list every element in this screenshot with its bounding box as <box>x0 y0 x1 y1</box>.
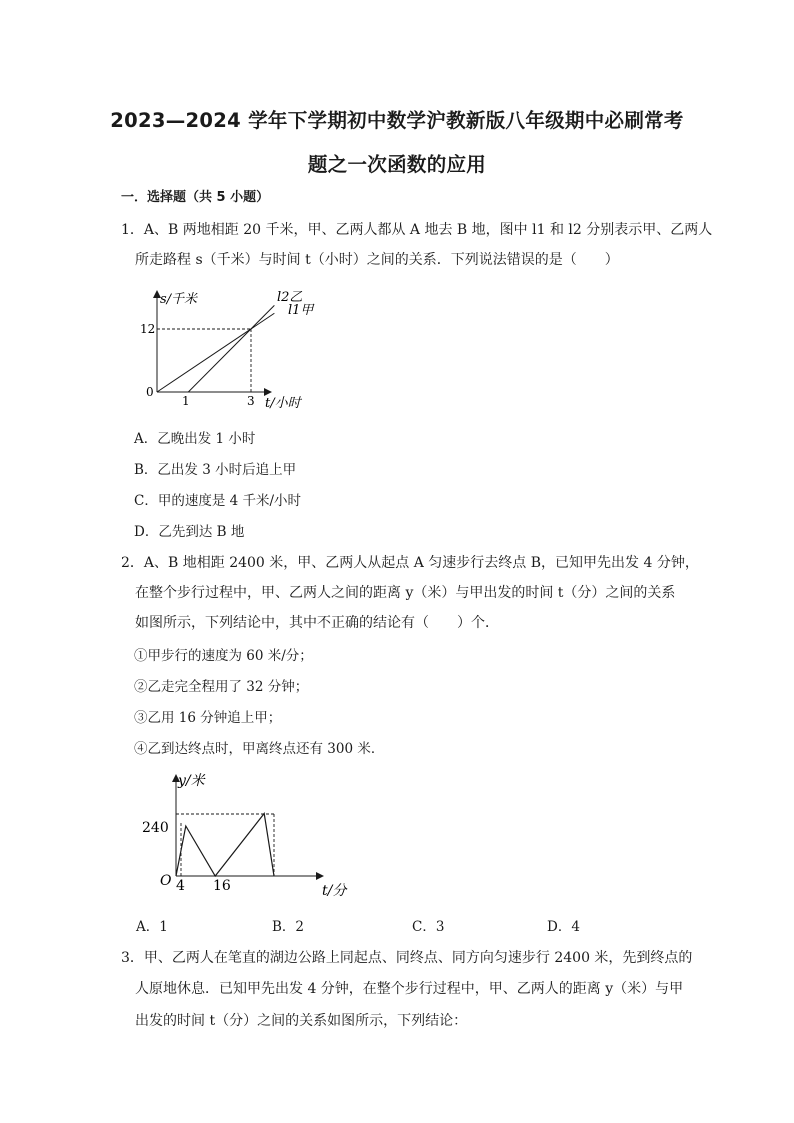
section-heading: 一．选择题（共 5 小题） <box>121 190 270 205</box>
q1-line-l2 <box>188 305 274 392</box>
q2-option-c[interactable]: C．3 <box>412 919 445 935</box>
q3-text-line1: 3．甲、乙两人在笔直的湖边公路上同起点、同终点、同方向匀速步行 2400 米，先到终点的 <box>121 950 693 966</box>
page-title-line2: 题之一次函数的应用 <box>307 153 487 176</box>
q1-l2-label: l2乙 <box>277 290 303 305</box>
q1-xlabel: t/小时 <box>265 396 301 411</box>
q1-ylabel: s/千米 <box>160 292 198 307</box>
q1-option-a[interactable]: A．乙晚出发 1 小时 <box>134 431 256 447</box>
q2-distance-line <box>176 814 274 877</box>
q2-xlabel: t/分 <box>322 883 347 899</box>
q2-figure <box>140 764 360 899</box>
q1-option-d[interactable]: D．乙先到达 B 地 <box>134 524 245 540</box>
q2-statement-2: ②乙走完全程用了 32 分钟； <box>134 679 309 695</box>
q2-origin: O <box>160 873 172 889</box>
q2-statement-3: ③乙用 16 分钟追上甲； <box>134 710 282 726</box>
q2-option-b[interactable]: B．2 <box>272 919 305 935</box>
q1-option-b[interactable]: B．乙出发 3 小时后追上甲 <box>134 462 297 478</box>
q2-x-tick-16: 16 <box>213 878 231 894</box>
q1-text-line1: 1．A、B 两地相距 20 千米，甲、乙两人都从 A 地去 B 地，图中 l1 和 l2 分别表示甲、乙两人 <box>121 222 713 238</box>
q1-text-line2: 所走路程 s（千米）与时间 t（小时）之间的关系．下列说法错误的是（ ） <box>135 252 619 268</box>
q2-x-tick-4: 4 <box>176 878 185 894</box>
q1-l1-label: l1甲 <box>288 303 314 318</box>
q2-statement-4: ④乙到达终点时，甲离终点还有 300 米． <box>134 741 385 757</box>
q1-option-c[interactable]: C．甲的速度是 4 千米/小时 <box>134 493 302 509</box>
q2-text-line1: 2．A、B 地相距 2400 米，甲、乙两人从起点 A 匀速步行去终点 B，已知甲先出发 4 分钟， <box>121 555 699 571</box>
q1-x-tick-1: 1 <box>182 394 190 408</box>
q1-y-tick: 12 <box>140 322 156 336</box>
q2-statement-1: ①甲步行的速度为 60 米/分； <box>134 648 313 664</box>
q1-x-tick-3: 3 <box>247 394 255 408</box>
q3-text-line3: 出发的时间 t（分）之间的关系如图所示，下列结论： <box>135 1013 468 1029</box>
q1-figure <box>140 280 340 412</box>
q3-text-line2: 人原地休息．已知甲先出发 4 分钟，在整个步行过程中，甲、乙两人的距离 y（米）与甲 <box>135 981 684 997</box>
q1-line-l1 <box>157 313 274 392</box>
q2-option-a[interactable]: A．1 <box>136 919 168 935</box>
q2-text-line2: 在整个步行过程中，甲、乙两人之间的距离 y（米）与甲出发的时间 t（分）之间的关系 <box>135 585 676 601</box>
q2-option-d[interactable]: D．4 <box>547 919 580 935</box>
q2-ylabel: y/米 <box>178 773 205 789</box>
q2-text-line3: 如图所示，下列结论中，其中不正确的结论有（ ）个． <box>135 615 499 631</box>
q2-y-tick: 240 <box>142 820 169 836</box>
q1-origin: 0 <box>146 385 154 399</box>
page-title-line1: 2023—2024 学年下学期初中数学沪教新版八年级期中必刷常考 <box>110 109 684 132</box>
